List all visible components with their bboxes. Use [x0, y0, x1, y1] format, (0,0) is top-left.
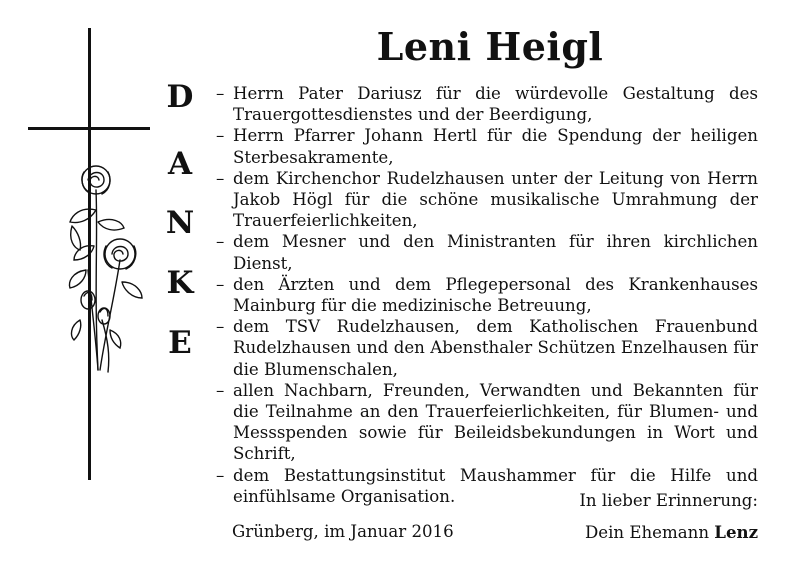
danke-letter: K: [166, 265, 194, 301]
list-item-text: dem TSV Rudelzhausen, dem Katholischen Frauenbund Rudelzhausen und den Abensthaler Schützen Enzelhausen für die Blumenschalen,: [233, 317, 758, 379]
list-item: [214, 380, 758, 465]
list-item-text: dem Kirchenchor Rudelzhausen unter der Leitung von Herrn Jakob Högl für die schöne musikalische Umrahmung der Trauerfeierlichkeiten,: [233, 168, 758, 231]
list-item: [214, 274, 758, 316]
dash-bullet: –: [216, 168, 225, 188]
signature: [585, 522, 758, 542]
signature-name: Lenz: [714, 522, 758, 542]
closing-line: In lieber Erinnerung:: [579, 491, 758, 510]
dash-bullet: –: [216, 317, 225, 337]
cross-bar-icon: [28, 127, 150, 130]
dash-bullet: –: [216, 126, 225, 146]
list-item-text: Herrn Pfarrer Johann Hertl für die Spendung der heiligen Sterbesakramente,: [233, 126, 758, 167]
danke-letter: D: [166, 79, 194, 115]
list-item-text: allen Nachbarn, Freunden, Verwandten und Bekannten für die Teilnahme an den Trauerfeierlichkeiten, für Blumen- und Messspenden sowie für Beileidsbekundungen in Wort und Schrift,: [233, 380, 758, 464]
signature-prefix: Dein Ehemann: [584, 523, 709, 542]
dash-bullet: –: [216, 232, 225, 252]
list-item: [214, 83, 758, 125]
deceased-name: Leni Heigl: [376, 24, 604, 69]
list-item-text: Herrn Pater Dariusz für die würdevolle Gestaltung des Trauergottesdienstes und der Beerdigung,: [233, 84, 758, 125]
list-item-text: dem Mesner und den Ministranten für ihren kirchlichen Dienst,: [233, 232, 758, 273]
list-item: [214, 125, 758, 167]
list-item: [214, 316, 758, 380]
danke-letter: E: [168, 325, 192, 361]
dash-bullet: –: [216, 274, 225, 294]
dash-bullet: –: [216, 84, 225, 103]
roses-icon: [58, 150, 152, 376]
danke-letter: A: [167, 146, 193, 182]
dash-bullet: –: [216, 465, 225, 485]
list-item: [214, 231, 758, 273]
danke-letter: N: [165, 205, 195, 241]
list-item: [214, 168, 758, 232]
place-date: Grünberg, im Januar 2016: [232, 522, 454, 541]
list-item-text: dem Bestattungsinstitut Maushammer für die Hilfe und einfühlsame Organisation.: [233, 465, 758, 506]
dash-bullet: –: [216, 380, 225, 400]
list-item-text: den Ärzten und dem Pflegepersonal des Krankenhauses Mainburg für die medizinische Betreuung,: [233, 274, 758, 316]
thanks-list: [214, 83, 758, 507]
